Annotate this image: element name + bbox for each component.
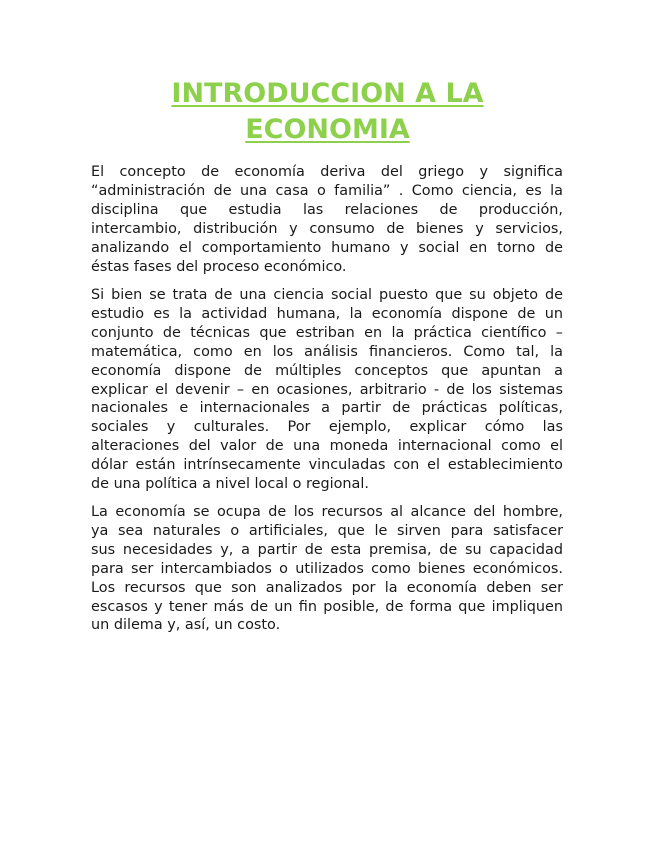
text-line: disciplina que estudia las relaciones de producción, bbox=[91, 201, 563, 218]
text-line: estudio es la actividad humana, la economía dispone de un bbox=[91, 305, 563, 322]
text-line: dólar están intrínsecamente vinculadas con el establecimiento bbox=[91, 457, 563, 474]
document-title bbox=[0, 76, 655, 148]
text-line: sus necesidades y, a partir de esta premisa, de su capacidad bbox=[91, 541, 563, 558]
text-line: La economía se ocupa de los recursos al alcance del hombre, bbox=[91, 504, 563, 520]
text-line: un dilema y, así, un costo. bbox=[91, 617, 281, 634]
text-line: matemática, como en los análisis financieros. Como tal, la bbox=[91, 343, 563, 360]
text-line: de una política a nivel local o regional. bbox=[91, 476, 369, 493]
text-line: conjunto de técnicas que estriban en la práctica científico – bbox=[91, 324, 563, 341]
text-line: alteraciones del valor de una moneda internacional como el bbox=[91, 438, 563, 455]
text-line: nacionales e internacionales a partir de prácticas políticas, bbox=[91, 400, 563, 417]
text-line: para ser intercambiados o utilizados como bienes económicos. bbox=[91, 560, 563, 577]
text-line: analizando el comportamiento humano y social en torno de bbox=[91, 239, 563, 256]
text-line: “administración de una casa o familia” . Como ciencia, es la bbox=[91, 182, 563, 199]
paragraph-1 bbox=[91, 163, 563, 276]
paragraph-2 bbox=[91, 286, 563, 494]
paragraph-3 bbox=[91, 503, 563, 635]
text-line: escasos y tener más de un fin posible, de forma que impliquen bbox=[91, 598, 563, 615]
text-line: éstas fases del proceso económico. bbox=[91, 258, 347, 275]
text-line: El concepto de economía deriva del griego y significa bbox=[91, 164, 563, 180]
text-line: sociales y culturales. Por ejemplo, explicar cómo las bbox=[91, 419, 563, 436]
title-line-2: ECONOMIA bbox=[245, 114, 410, 145]
text-line: intercambio, distribución y consumo de bienes y servicios, bbox=[91, 220, 563, 237]
text-line: explicar el devenir – en ocasiones, arbitrario - de los sistemas bbox=[91, 381, 563, 398]
text-line: Si bien se trata de una ciencia social puesto que su objeto de bbox=[91, 287, 563, 303]
text-line: Los recursos que son analizados por la economía deben ser bbox=[91, 579, 563, 596]
title-line-1: INTRODUCCION A LA bbox=[171, 78, 484, 109]
text-line: economía dispone de múltiples conceptos que apuntan a bbox=[91, 362, 563, 379]
text-line: ya sea naturales o artificiales, que le sirven para satisfacer bbox=[91, 522, 563, 539]
